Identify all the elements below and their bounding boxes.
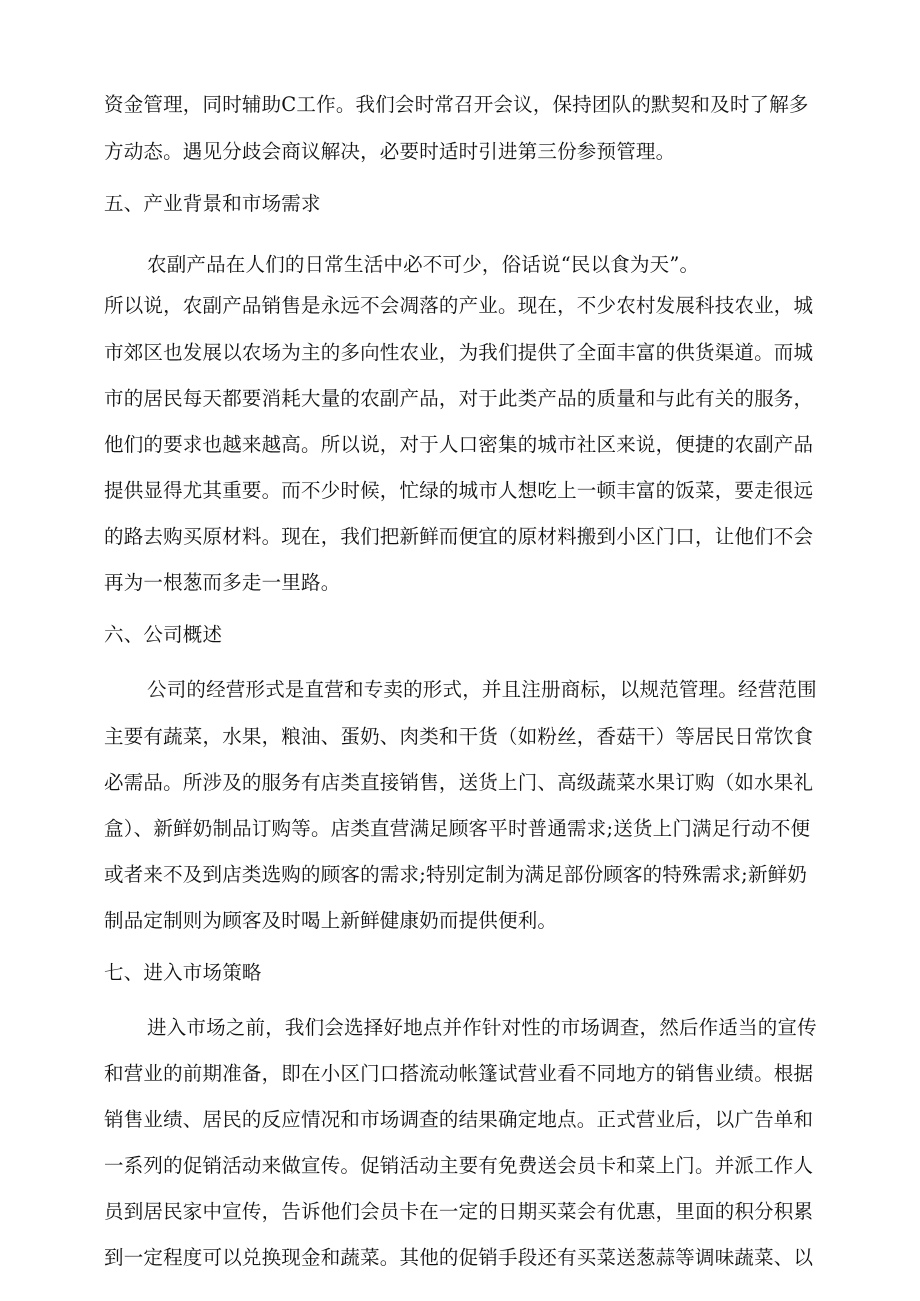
body-text-line: 农副产品在人们的日常生活中必不可少，俗话说“民以食为天”。 (147, 253, 700, 276)
body-text-line: 再为一根葱而多走一里路。 (104, 571, 341, 594)
body-text-line: 所以说，农副产品销售是永远不会凋落的产业。现在，不少农村发展科技农业，城 (104, 294, 814, 317)
body-text-line: 盒）、新鲜奶制品订购等。店类直营满足顾客平时普通需求;送货上门满足行动不便 (104, 817, 811, 840)
body-text-line: 一系列的促销活动来做宣传。促销活动主要有免费送会员卡和菜上门。并派工作人 (104, 1154, 814, 1177)
section-heading-market-entry-strategy: 七、进入市场策略 (104, 961, 262, 984)
body-text-line: 他们的要求也越来越高。所以说，对于人口密集的城市社区来说，便捷的农副产品 (104, 433, 814, 456)
section-heading-industry-background: 五、产业背景和市场需求 (104, 192, 321, 215)
body-text-line: 市郊区也发展以农场为主的多向性农业，为我们提供了全面丰富的供货渠道。而城 (104, 341, 814, 364)
body-text-line: 提供显得尤其重要。而不少时候，忙绿的城市人想吃上一顿丰富的饭菜，要走很远 (104, 479, 814, 502)
body-text-line: 公司的经营形式是直营和专卖的形式，并且注册商标，以规范管理。经营范围 (147, 678, 817, 701)
body-text-line: 方动态。遇见分歧会商议解决，必要时适时引进第三份参预管理。 (104, 140, 676, 163)
body-text-line: 的路去购买原材料。现在，我们把新鲜而便宜的原材料搬到小区门口，让他们不会 (104, 525, 814, 548)
body-text-line: 或者来不及到店类选购的顾客的需求;特别定制为满足部份顾客的特殊需求;新鲜奶 (104, 863, 808, 886)
body-text-line: 资金管理，同时辅助C工作。我们会时常召开会议，保持团队的默契和及时了解多 (104, 93, 809, 116)
body-text-line: 和营业的前期准备，即在小区门口搭流动帐篷试营业看不同地方的销售业绩。根据 (104, 1062, 814, 1085)
body-text-line: 主要有蔬菜，水果，粮油、蛋奶、肉类和干货（如粉丝，香菇干）等居民日常饮食 (104, 725, 814, 748)
body-text-line: 制品定制则为顾客及时喝上新鲜健康奶而提供便利。 (104, 909, 558, 932)
body-text-line: 必需品。所涉及的服务有店类直接销售，送货上门、高级蔬菜水果订购（如水果礼 (104, 771, 814, 794)
body-text-line: 员到居民家中宣传，告诉他们会员卡在一定的日期买菜会有优惠，里面的积分积累 (104, 1200, 814, 1223)
section-heading-company-overview: 六、公司概述 (104, 623, 223, 646)
body-text-line: 市的居民每天都要消耗大量的农副产品，对于此类产品的质量和与此有关的服务， (104, 387, 814, 410)
body-text-line: 到一定程度可以兑换现金和蔬菜。其他的促销手段还有买菜送葱蒜等调味蔬菜、以 (104, 1246, 814, 1269)
body-text-line: 进入市场之前，我们会选择好地点并作针对性的市场调查，然后作适当的宣传 (147, 1016, 817, 1039)
body-text-line: 销售业绩、居民的反应情况和市场调查的结果确定地点。正式营业后，以广告单和 (104, 1108, 814, 1131)
